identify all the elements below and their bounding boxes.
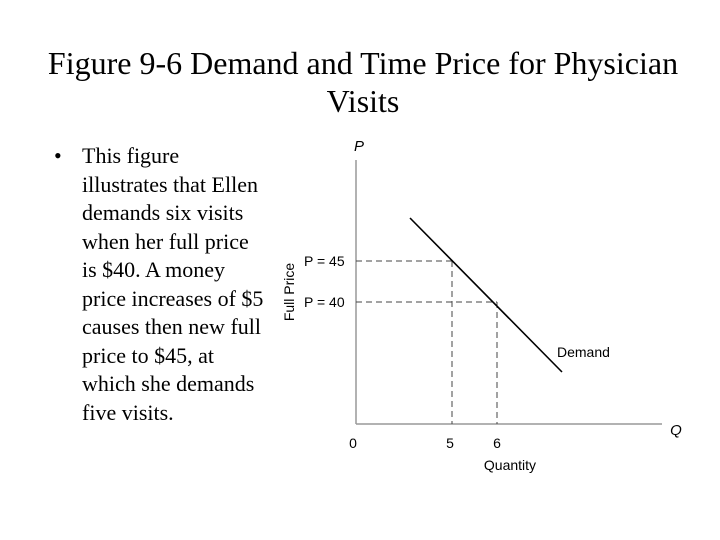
y-axis-title: Full Price <box>281 262 297 322</box>
x-axis-title: Quantity <box>483 457 537 473</box>
y-axis-symbol: P <box>353 138 365 155</box>
x-tick-label: 5 <box>446 435 454 451</box>
demand-curve-label: Demand <box>557 344 610 360</box>
x-tick-label: 6 <box>493 435 501 451</box>
bullet-dot-icon: • <box>54 143 62 168</box>
x-axis-symbol: Q <box>670 422 682 439</box>
bullet-text: This figure illustrates that Ellen demands six visits when her full price is $40. A money price increases of $5 causes then new full price to $45, at which she demands five visits. <box>82 143 264 425</box>
price-label-p45: P = 45 <box>304 253 345 269</box>
slide-title: Figure 9-6 Demand and Time Price for Physician Visits <box>47 45 679 119</box>
demand-curve <box>410 218 562 372</box>
x-tick-label: 0 <box>349 435 357 451</box>
price-label-p40: P = 40 <box>304 294 345 310</box>
